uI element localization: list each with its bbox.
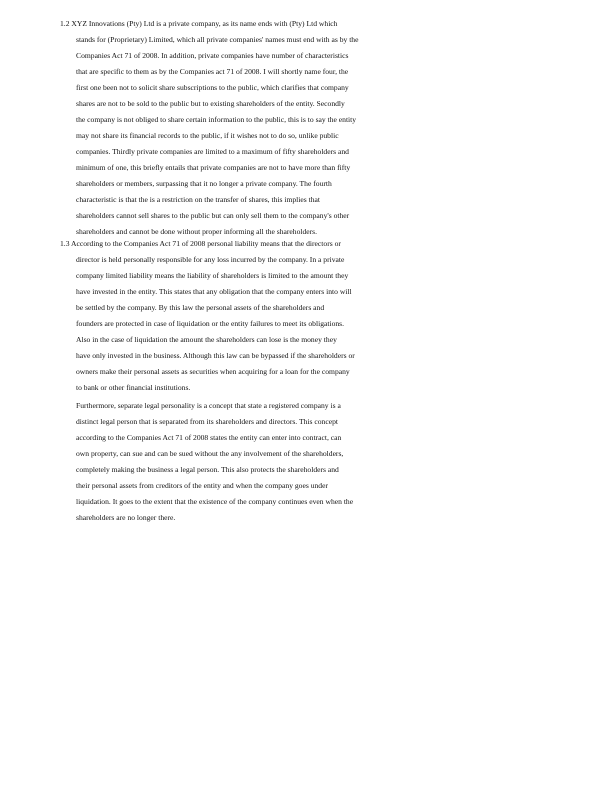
text-line: minimum of one, this briefly entails that private companies are not to have more than fifty <box>76 163 351 172</box>
text-line: have only invested in the business. Although this law can be bypassed if the shareholders or <box>76 351 355 360</box>
text-line: their personal assets from creditors of the entity and when the company goes under <box>76 481 328 490</box>
text-line: Furthermore, separate legal personality is a concept that state a registered company is a <box>76 401 341 410</box>
text-line: that are specific to them as by the Companies act 71 of 2008. I will shortly name four, the <box>76 67 349 76</box>
text-line: director is held personally responsible for any loss incurred by the company. In a private <box>76 255 345 264</box>
text-line: be settled by the company. By this law the personal assets of the shareholders and <box>76 303 325 312</box>
paragraph-separate-legal-personality <box>76 398 353 526</box>
text-line: completely making the business a legal person. This also protects the shareholders and <box>76 465 339 474</box>
text-line: companies. Thirdly private companies are limited to a maximum of fifty shareholders and <box>76 147 349 156</box>
paragraph-1-2-private-company <box>60 16 358 240</box>
text-line: stands for (Proprietary) Limited, which all private companies' names must end with as by the <box>76 35 359 44</box>
text-line: first one been not to solicit share subscriptions to the public, which clarifies that company <box>76 83 349 92</box>
text-line: 1.3 According to the Companies Act 71 of 2008 personal liability means that the directors or <box>60 239 341 248</box>
text-line: according to the Companies Act 71 of 2008 states the entity can enter into contract, can <box>76 433 342 442</box>
text-line: shareholders and cannot be done without proper informing all the shareholders. <box>76 227 318 236</box>
text-line: to bank or other financial institutions. <box>76 383 191 392</box>
text-line: shareholders or members, surpassing that it no longer a private company. The fourth <box>76 179 332 188</box>
text-line: 1.2 XYZ Innovations (Pty) Ltd is a private company, as its name ends with (Pty) Ltd which <box>60 19 338 28</box>
text-line: Companies Act 71 of 2008. In addition, private companies have number of characteristics <box>76 51 349 60</box>
paragraph-1-3-personal-liability <box>60 236 355 396</box>
text-line: liquidation. It goes to the extent that the existence of the company continues even when the <box>76 497 354 506</box>
text-line: distinct legal person that is separated from its shareholders and directors. This concept <box>76 417 338 426</box>
text-line: shareholders cannot sell shares to the public but can only sell them to the company's other <box>76 211 350 220</box>
text-line: Also in the case of liquidation the amount the shareholders can lose is the money they <box>76 335 337 344</box>
text-line: own property, can sue and can be sued without the any involvement of the shareholders, <box>76 449 344 458</box>
text-line: founders are protected in case of liquidation or the entity failures to meet its obligations. <box>76 319 345 328</box>
text-line: characteristic is that the is a restriction on the transfer of shares, this implies that <box>76 195 320 204</box>
text-line: may not share its financial records to the public, if it wishes not to do so, unlike public <box>76 131 339 140</box>
text-line: shares are not to be sold to the public but to existing shareholders of the entity. Secondly <box>76 99 345 108</box>
text-line: the company is not obliged to share certain information to the public, this is to say the entity <box>76 115 357 124</box>
text-line: owners make their personal assets as securities when acquiring for a loan for the company <box>76 367 350 376</box>
text-line: shareholders are no longer there. <box>76 513 176 522</box>
text-line: have invested in the entity. This states that any obligation that the company enters into will <box>76 287 352 296</box>
text-line: company limited liability means the liability of shareholders is limited to the amount they <box>76 271 349 280</box>
